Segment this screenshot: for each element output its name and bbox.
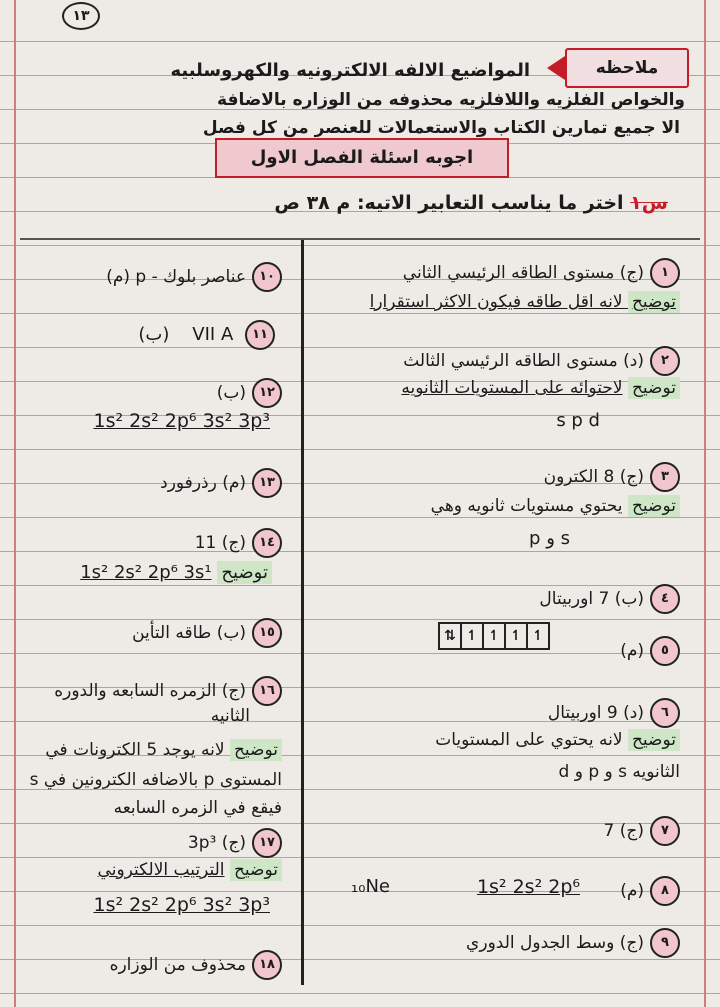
question-page-ref: م ٣٨ ص (274, 192, 351, 214)
explain-label: توضيح (230, 739, 282, 761)
config-8: 1s² 2s² 2p⁶ (476, 876, 580, 898)
explain-16-line2: المستوى p بالاضافه الكترونين في s (29, 770, 282, 790)
answer-text: (ج) مستوى الطاقه الرئيسي الثاني (402, 263, 644, 283)
explain-label: توضيح (217, 561, 272, 584)
answer-text: (ب) (216, 383, 246, 403)
explain-label: توضيح (230, 859, 282, 881)
item-number: ٨ (650, 876, 680, 906)
question-heading (274, 192, 668, 214)
answer-text: عناصر بلوك - p (م) (106, 267, 246, 287)
explain-text: لانه يوجد 5 الكترونات في (45, 740, 225, 760)
answer-17 (188, 828, 282, 858)
explain-label: توضيح (628, 495, 680, 517)
orbital-box: ↿ (482, 624, 504, 648)
explain-label: توضيح (628, 291, 680, 313)
answer-5 (620, 636, 680, 666)
answer-1 (403, 258, 680, 288)
note-label-text: ملاحظه (595, 58, 659, 78)
answer-14 (195, 528, 282, 558)
answer-text: (م) (620, 641, 644, 661)
answer-6 (548, 698, 680, 728)
answer-4 (539, 584, 680, 614)
margin-line-right (704, 0, 706, 1007)
answer-text: (م) رذرفورد (160, 473, 246, 493)
explain-3 (431, 496, 680, 516)
answer-15 (132, 618, 282, 648)
item-number: ٩ (650, 928, 680, 958)
question-text: اختر ما يناسب التعابير الاتيه: (356, 192, 624, 214)
orbital-box: ↿ (504, 624, 526, 648)
answer-text: (م) (620, 881, 644, 901)
explain-14 (80, 562, 272, 583)
extra-3: p و s (529, 528, 570, 549)
explain-label: توضيح (628, 377, 680, 399)
answer-7 (604, 816, 680, 846)
answer-text: (د) مستوى الطاقه الرئيسي الثالث (403, 351, 644, 371)
item-number: ١٢ (252, 378, 282, 408)
item-number: ١٦ (252, 676, 282, 706)
answer-text: VII A (192, 324, 234, 345)
item-number: ٦ (650, 698, 680, 728)
orbital-diagram (438, 622, 550, 650)
answer-text: (د) 9 اوربيتال (547, 703, 644, 723)
column-divider (301, 240, 304, 985)
choice-text: (ب) (138, 324, 170, 345)
answer-text: (ب) طاقه التأين (132, 623, 246, 643)
chapter-answers-title: اجوبه اسئلة الفصل الاول (215, 138, 509, 178)
explain-16 (45, 740, 282, 760)
item-number: ١٥ (252, 618, 282, 648)
item-number: ٣ (650, 462, 680, 492)
answer-18 (110, 950, 282, 980)
explain-text: لانه يحتوي على المستويات (435, 730, 623, 750)
extra-2: s p d (556, 410, 600, 431)
item-number: ١٠ (252, 262, 282, 292)
answer-text: (ج) 11 (194, 533, 246, 553)
explain-text: لاحتوائه على المستويات الثانويه (401, 378, 623, 398)
note-line-3: الا جميع تمارين الكتاب والاستعمالات للعنصر من كل فصل (202, 118, 680, 138)
explain-text: الترتيب الالكتروني (97, 860, 225, 880)
explain-6 (435, 730, 680, 750)
answer-9 (466, 928, 680, 958)
orbital-box: ↿ (460, 624, 482, 648)
answer-12 (217, 378, 282, 408)
note-label (565, 48, 689, 88)
answer-text: (ب) 7 اوربيتال (539, 589, 644, 609)
explain-label: توضيح (628, 729, 680, 751)
answer-text: (ج) الزمره السابعه والدوره (54, 681, 246, 701)
item-number: ١١ (245, 320, 275, 350)
item-number: ١٧ (252, 828, 282, 858)
answer-text: (ج) 3p³ (187, 833, 246, 853)
orbital-box: ⇅ (444, 628, 456, 644)
element-symbol: ₁₀Ne (351, 876, 390, 897)
answer-8 (620, 876, 680, 906)
answer-13 (160, 468, 282, 498)
answer-text: محذوف من الوزاره (109, 955, 246, 975)
explain-17 (98, 860, 282, 880)
item-number: ١٣ (252, 468, 282, 498)
item-number: ١ (650, 258, 680, 288)
item-number: ٢ (650, 346, 680, 376)
extra-6: الثانويه s و p و d (558, 762, 680, 782)
explain-text: يحتوي مستويات ثانويه وهي (430, 496, 623, 516)
explain-16-line3: فيقع في الزمره السابعه (113, 798, 282, 818)
header-rule (20, 238, 700, 240)
item-number: ١٤ (252, 528, 282, 558)
explain-text: لانه اقل طاقه فيكون الاكثر استقرارا (369, 292, 623, 312)
answer-10 (106, 262, 282, 292)
item-number: ١٨ (252, 950, 282, 980)
page-number: ١٣ (62, 2, 100, 30)
answer-text: (ج) 7 (603, 821, 644, 841)
answer-2 (403, 346, 680, 376)
margin-line-left (14, 0, 16, 1007)
answer-16-line2: الثانيه (210, 706, 250, 726)
explain-2 (401, 378, 680, 398)
orbital-box: ↿ (526, 624, 548, 648)
note-line-2: والخواص الفلزيه واللافلزيه محذوفه من الوزاره بالاضافة (217, 90, 685, 110)
config-17: 1s² 2s² 2p⁶ 3s² 3p³ (93, 894, 270, 916)
note-line-1: المواضيع الالفه الالكترونيه والكهروسلبيه (170, 60, 530, 81)
answer-16 (54, 676, 282, 706)
note-arrow-icon (547, 56, 565, 80)
question-number: س١ (630, 192, 668, 214)
config-12: 1s² 2s² 2p⁶ 3s² 3p³ (93, 410, 270, 432)
item-number: ٧ (650, 816, 680, 846)
answer-text: (ج) 8 الكترون (543, 467, 644, 487)
answer-3 (544, 462, 680, 492)
item-number: ٥ (650, 636, 680, 666)
config-14: 1s² 2s² 2p⁶ 3s¹ (80, 562, 212, 583)
item-number: ٤ (650, 584, 680, 614)
answer-text: (ج) وسط الجدول الدوري (466, 933, 644, 953)
answer-11 (138, 320, 275, 350)
explain-1 (370, 292, 680, 312)
